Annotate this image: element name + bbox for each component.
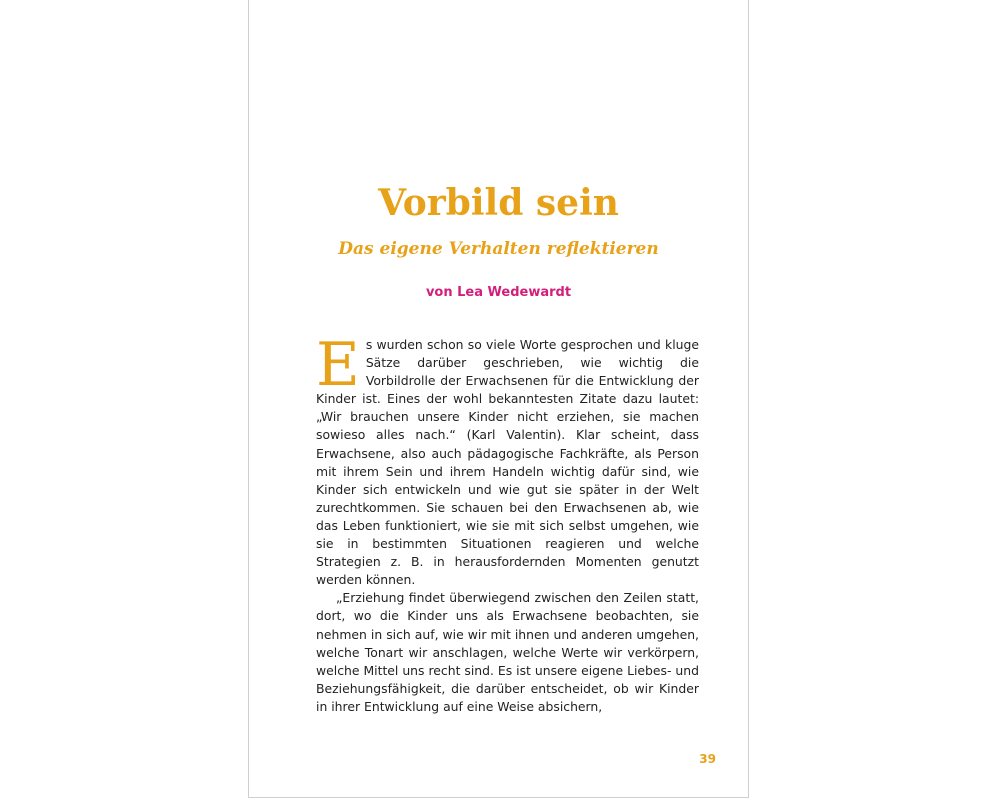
page-number: 39 xyxy=(699,752,716,766)
article-subtitle: Das eigene Verhalten reflektieren xyxy=(338,239,659,259)
paragraph-1-text: s wurden schon so viele Worte gesprochen und kluge Sätze darüber geschrieben, wie wichtig die Vorbildrolle der Erwachsenen für die Entwicklung der Kinder ist. Eines der wohl bekanntesten Zitate dazu lautet: „Wir brauchen unsere Kinder nicht erziehen, sie machen sowieso alles nach.“ (Karl Valentin). Klar scheint, dass Erwachsene, also auch pädagogische Fachkräfte, als Person mit ihrem Sein und ihrem Handeln wichtig dafür sind, wie Kinder sich entwickeln und wie gut sie später in der Welt zurechtkommen. Sie schauen bei den Erwachsenen ab, wie das Leben funktioniert, wie sie mit sich selbst umgehen, wie sie in bestimmten Situationen reagieren und welche Strategien z. B. in herausfordernden Momenten genutzt werden können. xyxy=(316,337,699,588)
book-page xyxy=(248,0,749,798)
article-author: von Lea Wedewardt xyxy=(425,285,572,300)
paragraph-2: „Erziehung findet überwiegend zwischen den Zeilen statt, dort, wo die Kinder uns als Erwachsene beobachten, sie nehmen in sich auf, wie wir mit ihnen und anderen umgehen, welche Tonart wir anschlagen, welche Werte wir verkörpern, welche Mittel uns recht sind. Es ist unsere eigene Liebes- und Beziehungsfähigkeit, die darüber entscheidet, ob wir Kinder in ihrer Entwicklung auf eine Weise absichern, xyxy=(316,590,699,714)
article-title: Vorbild sein xyxy=(378,182,619,224)
paragraph-1 xyxy=(316,330,699,589)
drop-cap: E xyxy=(316,330,360,400)
article-body xyxy=(316,330,699,716)
